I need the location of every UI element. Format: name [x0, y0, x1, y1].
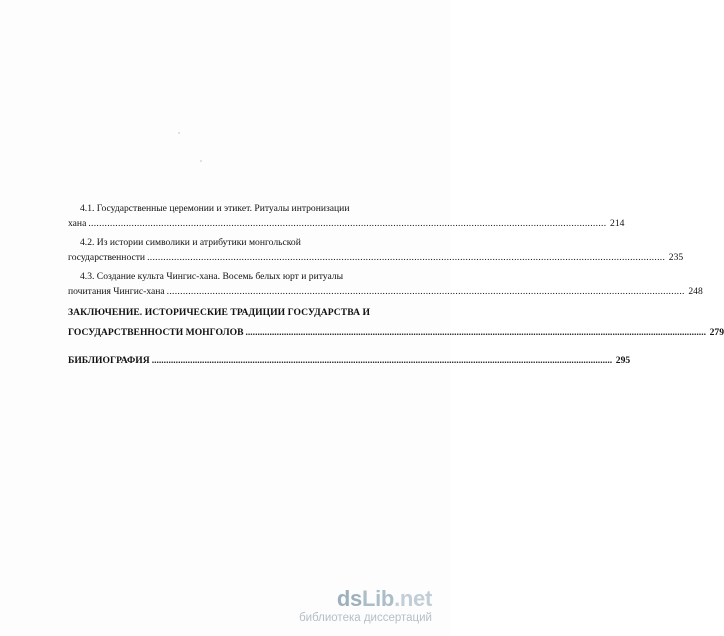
dslib-watermark: [299, 588, 432, 624]
toc-entry-title-cont: государственности: [68, 252, 146, 263]
dot-leader: ................................................................................................................................................................................................: [166, 286, 685, 297]
toc-page-number: 279: [709, 327, 724, 338]
toc-page-number: 235: [668, 252, 684, 263]
toc-entry-4-1: [68, 201, 625, 231]
toc-page-number: 214: [610, 218, 625, 229]
dot-leader: ................................................................................................................................................................................................: [151, 355, 613, 366]
toc-page-number: 248: [688, 286, 703, 297]
dslib-tagline: библиотека диссертаций: [299, 612, 432, 624]
table-of-contents: [68, 201, 724, 371]
toc-entry-4-3: [68, 269, 703, 299]
dslib-logo: dsLib.net: [336, 586, 432, 611]
toc-entry-title-cont: почитания Чингис-хана: [68, 286, 165, 297]
scan-speck: [200, 160, 202, 162]
toc-entry-bibliography: [68, 351, 631, 371]
dot-leader: ................................................................................................................................................................................................: [245, 327, 706, 338]
toc-entry-title-cont: хана: [68, 218, 87, 229]
toc-entry-conclusion: [68, 303, 724, 343]
toc-section-title-cont: ГОСУДАРСТВЕННОСТИ МОНГОЛОВ: [68, 327, 244, 338]
dot-leader: ................................................................................................................................................................................................: [88, 218, 607, 229]
toc-section-title: БИБЛИОГРАФИЯ: [68, 355, 150, 366]
scan-speck: [178, 132, 180, 134]
toc-entry-title: 4.3. Создание культа Чингис-хана. Восемь белых юрт и ритуалы: [80, 271, 344, 282]
toc-section-title: ЗАКЛЮЧЕНИЕ. ИСТОРИЧЕСКИЕ ТРАДИЦИИ ГОСУДАРСТВА И: [68, 307, 371, 318]
dot-leader: ................................................................................................................................................................................................: [147, 252, 666, 263]
toc-page-number: 295: [615, 355, 631, 366]
toc-entry-title: 4.2. Из истории символики и атрибутики монгольской: [80, 237, 301, 248]
toc-entry-title: 4.1. Государственные церемонии и этикет. Ритуалы интронизации: [80, 203, 350, 214]
toc-entry-4-2: [68, 235, 684, 265]
